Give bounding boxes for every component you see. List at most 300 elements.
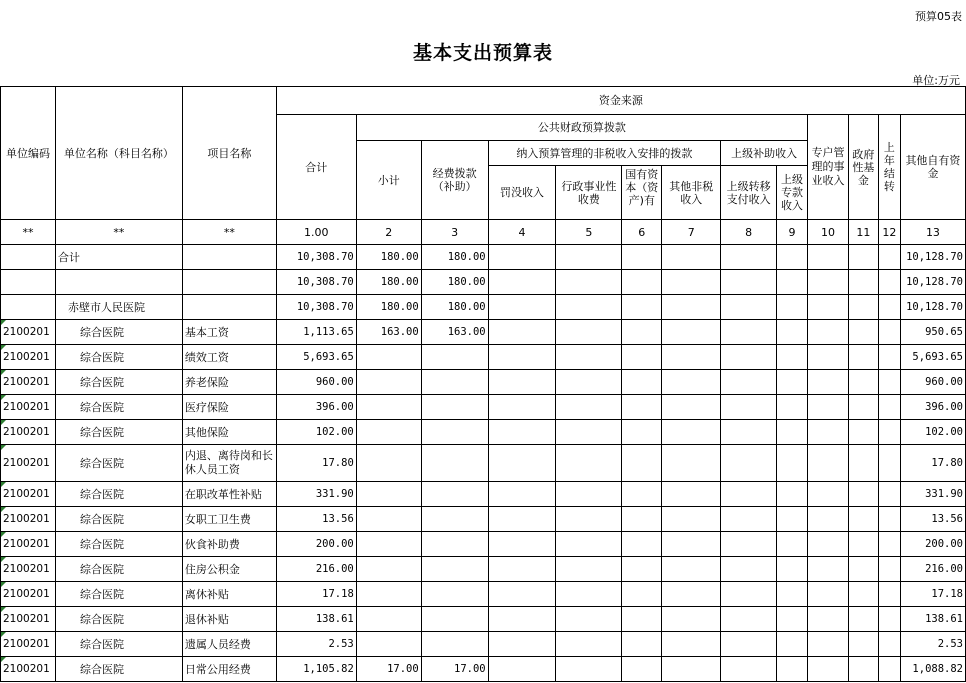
empty-cell: [556, 632, 622, 657]
empty-cell: [777, 582, 808, 607]
empty-cell: [878, 370, 900, 395]
empty-cell: [662, 270, 721, 295]
other-own-cell: 950.65: [900, 320, 965, 345]
subtotal-cell: [356, 532, 421, 557]
subtotal-cell: [356, 420, 421, 445]
empty-cell: [848, 557, 878, 582]
empty-cell: [777, 482, 808, 507]
project-name-cell: 基本工资: [182, 320, 276, 345]
empty-cell: [721, 345, 777, 370]
appropriation-cell: 163.00: [421, 320, 488, 345]
unit-code-cell: 2100201: [1, 607, 56, 632]
total-cell: 13.56: [276, 507, 356, 532]
empty-cell: [622, 370, 662, 395]
table-row: [1, 320, 966, 345]
subtotal-cell: 17.00: [356, 657, 421, 682]
form-number: 预算05表: [915, 10, 962, 23]
header-carryover: 上年结转: [878, 115, 900, 220]
empty-cell: [808, 482, 849, 507]
unit-code-cell: 2100201: [1, 632, 56, 657]
project-name-cell: 医疗保险: [182, 395, 276, 420]
empty-cell: [721, 420, 777, 445]
empty-cell: [488, 657, 556, 682]
empty-cell: [488, 245, 556, 270]
subtotal-cell: 180.00: [356, 245, 421, 270]
empty-cell: [622, 345, 662, 370]
empty-cell: [622, 507, 662, 532]
project-name-cell: 日常公用经费: [182, 657, 276, 682]
unit-code-cell: 2100201: [1, 320, 56, 345]
other-own-cell: 331.90: [900, 482, 965, 507]
other-own-cell: 10,128.70: [900, 270, 965, 295]
table-body: [1, 245, 966, 682]
unit-code-cell: [1, 270, 56, 295]
total-cell: 10,308.70: [276, 270, 356, 295]
other-own-cell: 2.53: [900, 632, 965, 657]
table-row: [1, 607, 966, 632]
project-name-cell: 绩效工资: [182, 345, 276, 370]
appropriation-cell: [421, 507, 488, 532]
project-name-cell: [182, 245, 276, 270]
empty-cell: [808, 582, 849, 607]
subtotal-cell: [356, 582, 421, 607]
index-cell: **: [55, 220, 182, 245]
empty-cell: [721, 370, 777, 395]
empty-cell: [662, 370, 721, 395]
empty-cell: [848, 245, 878, 270]
empty-cell: [556, 345, 622, 370]
project-name-cell: 住房公积金: [182, 557, 276, 582]
empty-cell: [808, 370, 849, 395]
appropriation-cell: 180.00: [421, 270, 488, 295]
empty-cell: [848, 532, 878, 557]
other-own-cell: 396.00: [900, 395, 965, 420]
empty-cell: [721, 557, 777, 582]
unit-code-cell: 2100201: [1, 532, 56, 557]
empty-cell: [662, 420, 721, 445]
project-name-cell: [182, 270, 276, 295]
budget-table: [0, 86, 966, 682]
empty-cell: [488, 370, 556, 395]
subtotal-cell: 163.00: [356, 320, 421, 345]
unit-name-cell: [55, 270, 182, 295]
empty-cell: [777, 532, 808, 557]
empty-cell: [556, 607, 622, 632]
empty-cell: [556, 370, 622, 395]
unit-code-cell: 2100201: [1, 582, 56, 607]
empty-cell: [622, 582, 662, 607]
empty-cell: [721, 395, 777, 420]
project-name-cell: 伙食补助费: [182, 532, 276, 557]
empty-cell: [777, 657, 808, 682]
unit-code-cell: 2100201: [1, 370, 56, 395]
empty-cell: [848, 295, 878, 320]
empty-cell: [777, 395, 808, 420]
empty-cell: [878, 270, 900, 295]
table-row: [1, 532, 966, 557]
empty-cell: [488, 395, 556, 420]
appropriation-cell: [421, 445, 488, 482]
empty-cell: [662, 582, 721, 607]
empty-cell: [721, 320, 777, 345]
empty-cell: [721, 270, 777, 295]
empty-cell: [556, 420, 622, 445]
empty-cell: [556, 320, 622, 345]
empty-cell: [622, 270, 662, 295]
empty-cell: [721, 507, 777, 532]
empty-cell: [488, 607, 556, 632]
empty-cell: [488, 632, 556, 657]
unit-code-cell: 2100201: [1, 345, 56, 370]
total-cell: 200.00: [276, 532, 356, 557]
index-cell: 12: [878, 220, 900, 245]
empty-cell: [848, 482, 878, 507]
other-own-cell: 17.80: [900, 445, 965, 482]
total-cell: 396.00: [276, 395, 356, 420]
header-total: 合计: [276, 115, 356, 220]
empty-cell: [662, 507, 721, 532]
total-cell: 138.61: [276, 607, 356, 632]
unit-code-cell: 2100201: [1, 507, 56, 532]
index-cell: 6: [622, 220, 662, 245]
unit-name-cell: 综合医院: [55, 657, 182, 682]
other-own-cell: 216.00: [900, 557, 965, 582]
empty-cell: [622, 607, 662, 632]
empty-cell: [488, 532, 556, 557]
empty-cell: [622, 295, 662, 320]
total-cell: 1,105.82: [276, 657, 356, 682]
unit-name-cell: 综合医院: [55, 582, 182, 607]
empty-cell: [808, 270, 849, 295]
empty-cell: [556, 657, 622, 682]
empty-cell: [488, 345, 556, 370]
project-name-cell: 其他保险: [182, 420, 276, 445]
other-own-cell: 13.56: [900, 507, 965, 532]
unit-name-cell: 综合医院: [55, 557, 182, 582]
table-row: [1, 582, 966, 607]
empty-cell: [848, 582, 878, 607]
total-cell: 960.00: [276, 370, 356, 395]
index-cell: **: [1, 220, 56, 245]
header-gov-fund: 政府性基金: [848, 115, 878, 220]
table-row: [1, 420, 966, 445]
appropriation-cell: [421, 632, 488, 657]
appropriation-cell: 180.00: [421, 245, 488, 270]
empty-cell: [721, 445, 777, 482]
empty-cell: [808, 657, 849, 682]
empty-cell: [488, 270, 556, 295]
empty-cell: [721, 657, 777, 682]
other-own-cell: 10,128.70: [900, 295, 965, 320]
other-own-cell: 138.61: [900, 607, 965, 632]
empty-cell: [777, 420, 808, 445]
table-row: [1, 295, 966, 320]
header-state-assets: 国有资本（资产)有: [622, 166, 662, 220]
empty-cell: [622, 657, 662, 682]
empty-cell: [488, 557, 556, 582]
empty-cell: [777, 295, 808, 320]
index-row: [1, 220, 966, 245]
other-own-cell: 5,693.65: [900, 345, 965, 370]
subtotal-cell: [356, 507, 421, 532]
empty-cell: [488, 295, 556, 320]
empty-cell: [878, 632, 900, 657]
total-cell: 216.00: [276, 557, 356, 582]
empty-cell: [808, 245, 849, 270]
empty-cell: [662, 445, 721, 482]
subtotal-cell: [356, 607, 421, 632]
appropriation-cell: [421, 582, 488, 607]
unit-name-cell: 综合医院: [55, 482, 182, 507]
empty-cell: [556, 507, 622, 532]
header-unit-code: 单位编码: [1, 87, 56, 220]
other-own-cell: 1,088.82: [900, 657, 965, 682]
empty-cell: [878, 320, 900, 345]
empty-cell: [878, 295, 900, 320]
header-special-account: 专户管理的事业收入: [808, 115, 849, 220]
other-own-cell: 960.00: [900, 370, 965, 395]
empty-cell: [808, 507, 849, 532]
unit-name-cell: 综合医院: [55, 507, 182, 532]
empty-cell: [777, 270, 808, 295]
total-cell: 10,308.70: [276, 245, 356, 270]
empty-cell: [556, 270, 622, 295]
empty-cell: [721, 582, 777, 607]
empty-cell: [777, 607, 808, 632]
empty-cell: [848, 420, 878, 445]
empty-cell: [777, 557, 808, 582]
empty-cell: [878, 482, 900, 507]
empty-cell: [848, 632, 878, 657]
empty-cell: [808, 607, 849, 632]
empty-cell: [622, 395, 662, 420]
empty-cell: [556, 482, 622, 507]
empty-cell: [488, 445, 556, 482]
subtotal-cell: [356, 557, 421, 582]
table-row: [1, 245, 966, 270]
header-fines: 罚没收入: [488, 166, 556, 220]
empty-cell: [556, 245, 622, 270]
subtotal-cell: [356, 632, 421, 657]
empty-cell: [622, 482, 662, 507]
subtotal-cell: [356, 345, 421, 370]
total-cell: 5,693.65: [276, 345, 356, 370]
other-own-cell: 10,128.70: [900, 245, 965, 270]
index-cell: 1.00: [276, 220, 356, 245]
empty-cell: [777, 345, 808, 370]
header-upper-special: 上级专款收入: [777, 166, 808, 220]
subtotal-cell: 180.00: [356, 270, 421, 295]
subtotal-cell: [356, 445, 421, 482]
empty-cell: [848, 270, 878, 295]
unit-name-cell: 综合医院: [55, 632, 182, 657]
empty-cell: [662, 657, 721, 682]
project-name-cell: 退休补贴: [182, 607, 276, 632]
empty-cell: [777, 507, 808, 532]
empty-cell: [848, 607, 878, 632]
appropriation-cell: [421, 420, 488, 445]
empty-cell: [488, 482, 556, 507]
empty-cell: [662, 245, 721, 270]
empty-cell: [878, 582, 900, 607]
header-admin-fees: 行政事业性收费: [556, 166, 622, 220]
unit-code-cell: 2100201: [1, 557, 56, 582]
total-cell: 10,308.70: [276, 295, 356, 320]
empty-cell: [848, 320, 878, 345]
empty-cell: [878, 507, 900, 532]
index-cell: 3: [421, 220, 488, 245]
empty-cell: [622, 445, 662, 482]
unit-code-cell: 2100201: [1, 445, 56, 482]
project-name-cell: 遗属人员经费: [182, 632, 276, 657]
empty-cell: [848, 507, 878, 532]
unit-name-cell: 综合医院: [55, 532, 182, 557]
unit-label: 单位:万元: [912, 74, 960, 87]
empty-cell: [721, 245, 777, 270]
unit-name-cell: 赤壁市人民医院: [55, 295, 182, 320]
total-cell: 2.53: [276, 632, 356, 657]
empty-cell: [878, 445, 900, 482]
subtotal-cell: [356, 482, 421, 507]
empty-cell: [556, 557, 622, 582]
table-row: [1, 482, 966, 507]
empty-cell: [777, 245, 808, 270]
project-name-cell: 女职工卫生费: [182, 507, 276, 532]
empty-cell: [878, 557, 900, 582]
table-row: [1, 270, 966, 295]
unit-name-cell: 综合医院: [55, 445, 182, 482]
total-cell: 17.80: [276, 445, 356, 482]
header-other-nontax: 其他非税收入: [662, 166, 721, 220]
total-cell: 17.18: [276, 582, 356, 607]
empty-cell: [808, 295, 849, 320]
empty-cell: [622, 632, 662, 657]
unit-code-cell: [1, 295, 56, 320]
project-name-cell: 离休补贴: [182, 582, 276, 607]
appropriation-cell: 180.00: [421, 295, 488, 320]
table-header: [1, 87, 966, 245]
project-name-cell: 在职改革性补贴: [182, 482, 276, 507]
unit-name-cell: 综合医院: [55, 607, 182, 632]
empty-cell: [808, 532, 849, 557]
empty-cell: [777, 320, 808, 345]
index-cell: 9: [777, 220, 808, 245]
header-appropriation: 经费拨款（补助）: [421, 141, 488, 220]
empty-cell: [721, 632, 777, 657]
index-cell: 13: [900, 220, 965, 245]
index-cell: **: [182, 220, 276, 245]
unit-code-cell: 2100201: [1, 420, 56, 445]
empty-cell: [662, 320, 721, 345]
index-cell: 10: [808, 220, 849, 245]
appropriation-cell: [421, 345, 488, 370]
header-other-own: 其他自有资金: [900, 115, 965, 220]
subtotal-cell: 180.00: [356, 295, 421, 320]
index-cell: 4: [488, 220, 556, 245]
subtotal-cell: [356, 395, 421, 420]
other-own-cell: 200.00: [900, 532, 965, 557]
empty-cell: [622, 420, 662, 445]
empty-cell: [488, 320, 556, 345]
empty-cell: [721, 607, 777, 632]
empty-cell: [662, 345, 721, 370]
header-project-name: 项目名称: [182, 87, 276, 220]
empty-cell: [808, 557, 849, 582]
unit-name-cell: 合计: [55, 245, 182, 270]
table-row: [1, 557, 966, 582]
index-cell: 2: [356, 220, 421, 245]
table-row: [1, 507, 966, 532]
unit-code-cell: 2100201: [1, 482, 56, 507]
empty-cell: [556, 445, 622, 482]
empty-cell: [777, 632, 808, 657]
appropriation-cell: [421, 482, 488, 507]
empty-cell: [556, 295, 622, 320]
empty-cell: [848, 345, 878, 370]
appropriation-cell: [421, 557, 488, 582]
unit-name-cell: 综合医院: [55, 420, 182, 445]
empty-cell: [662, 632, 721, 657]
empty-cell: [662, 607, 721, 632]
header-unit-name: 单位名称（科目名称）: [55, 87, 182, 220]
empty-cell: [878, 657, 900, 682]
appropriation-cell: [421, 370, 488, 395]
empty-cell: [662, 295, 721, 320]
empty-cell: [662, 482, 721, 507]
empty-cell: [808, 420, 849, 445]
unit-code-cell: 2100201: [1, 657, 56, 682]
empty-cell: [848, 657, 878, 682]
index-cell: 7: [662, 220, 721, 245]
empty-cell: [721, 482, 777, 507]
appropriation-cell: 17.00: [421, 657, 488, 682]
empty-cell: [662, 532, 721, 557]
empty-cell: [488, 507, 556, 532]
index-cell: 11: [848, 220, 878, 245]
empty-cell: [662, 395, 721, 420]
empty-cell: [808, 632, 849, 657]
empty-cell: [848, 395, 878, 420]
empty-cell: [488, 420, 556, 445]
project-name-cell: 养老保险: [182, 370, 276, 395]
other-own-cell: 102.00: [900, 420, 965, 445]
unit-code-cell: [1, 245, 56, 270]
total-cell: 1,113.65: [276, 320, 356, 345]
empty-cell: [808, 345, 849, 370]
unit-code-cell: 2100201: [1, 395, 56, 420]
empty-cell: [488, 582, 556, 607]
empty-cell: [777, 370, 808, 395]
table-row: [1, 370, 966, 395]
empty-cell: [556, 532, 622, 557]
empty-cell: [622, 245, 662, 270]
appropriation-cell: [421, 395, 488, 420]
header-upper-transfer: 上级转移支付收入: [721, 166, 777, 220]
empty-cell: [878, 420, 900, 445]
appropriation-cell: [421, 532, 488, 557]
empty-cell: [662, 557, 721, 582]
table-row: [1, 657, 966, 682]
empty-cell: [622, 557, 662, 582]
project-name-cell: [182, 295, 276, 320]
empty-cell: [878, 245, 900, 270]
unit-name-cell: 综合医院: [55, 395, 182, 420]
appropriation-cell: [421, 607, 488, 632]
empty-cell: [848, 370, 878, 395]
empty-cell: [808, 395, 849, 420]
empty-cell: [848, 445, 878, 482]
header-upper-subsidy: 上级补助收入: [721, 141, 808, 166]
